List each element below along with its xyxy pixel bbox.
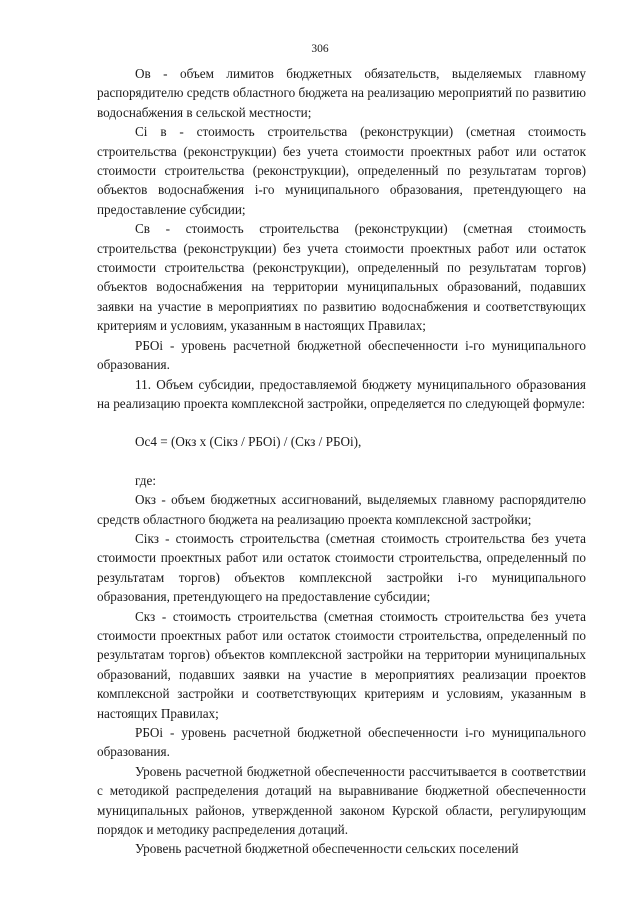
paragraph-rboi-definition: РБОi - уровень расчетной бюджетной обеспеченности i-го муниципального образования. — [97, 337, 586, 373]
paragraph-cikz-definition: Сiкз - стоимость строительства (сметная стоимость строительства без учета стоимости проектных работ или остаток стоимости строительства, определенный по результатам торгов) объектов комплексной застройки i-го муниципального образования, претендующего на предоставление субсидии; — [97, 530, 586, 605]
paragraph-okz-definition: Окз - объем бюджетных ассигнований, выделяемых главному распорядителю средств областного бюджета на реализацию проекта комплексной застройки; — [97, 492, 586, 527]
paragraph-civ-definition: Сi в - стоимость строительства (реконструкции) (сметная стоимость строительства (реконструкции) без учета стоимости проектных работ или остаток стоимости строительства (реконструкции), определенный по результатам торгов) объектов водоснабжения i-го муниципального образования, претендующего на предоставление субсидии; — [97, 124, 586, 217]
document-body — [97, 64, 586, 859]
paragraph-sv-definition: Св - стоимость строительства (реконструкции) (сметная стоимость строительства (реконструкции) без учета стоимости проектных работ или остаток стоимости строительства (реконструкции), определенный по результатам торгов) объектов водоснабжения на территории муниципальных образований, подавших заявки на участие в мероприятиях по развитию водоснабжения и соответствующих критериям и условиям, указанным в настоящих Правилах; — [97, 221, 586, 334]
page-number: 306 — [311, 43, 329, 55]
where-label: где: — [135, 472, 156, 488]
paragraph-rboi-definition-2: РБОi - уровень расчетной бюджетной обеспеченности i-го муниципального образования. — [97, 725, 586, 760]
paragraph-clause-11: 11. Объем субсидии, предоставляемой бюджету муниципального образования на реализацию проекта комплексной застройки, определяется по следующей формуле: — [97, 376, 586, 411]
paragraph-rural-settlements: Уровень расчетной бюджетной обеспеченности сельских поселений — [135, 841, 519, 857]
paragraph-skz-definition: Скз - стоимость строительства (сметная стоимость строительства без учета стоимости проектных работ или остаток стоимости строительства, определенный по результатам торгов) объектов комплексной застройки на территории муниципальных образований, подавших заявки на участие в мероприятиях реализации проектов комплексной застройки и соответствующих критериям и условиям, указанным в настоящих Правилах; — [97, 608, 586, 721]
subsidy-formula: Ос4 = (Окз х (Сiкз / РБОi) / (Скз / РБОi), — [135, 434, 362, 450]
paragraph-budget-sufficiency: Уровень расчетной бюджетной обеспеченности рассчитывается в соответствии с методикой распределения дотаций на выравнивание бюджетной обеспеченности муниципальных районов, утвержденной законом Курской области, регулирующим порядок и методику распределения дотаций. — [97, 763, 586, 838]
paragraph-ov-definition: Ов - объем лимитов бюджетных обязательств, выделяемых главному распорядителю средств областного бюджета на реализацию мероприятий по развитию водоснабжения в сельской местности; — [97, 66, 586, 120]
